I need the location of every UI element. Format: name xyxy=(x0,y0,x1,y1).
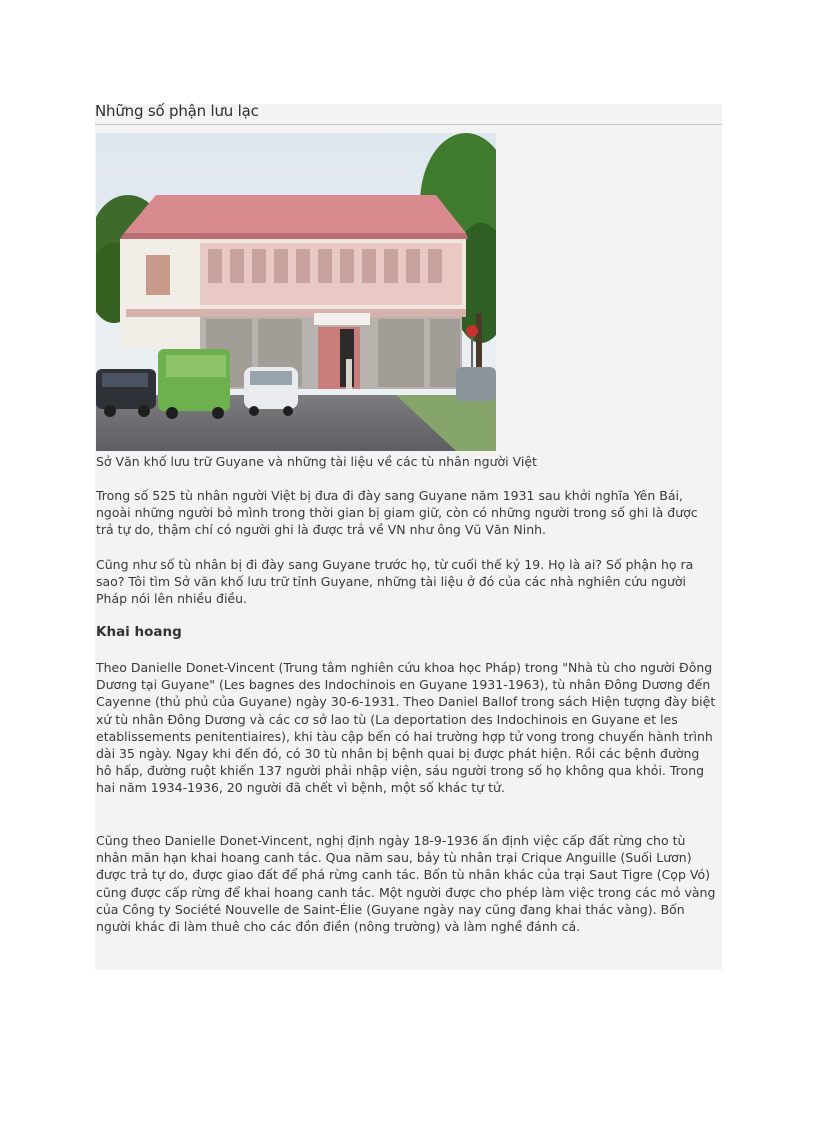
paragraph-4: Cũng theo Danielle Donet-Vincent, nghị định ngày 18-9-1936 ấn định việc cấp đất rừng cho tù nhân mãn hạn khai hoang canh tác. Qua năm sau, bảy tù nhân trại Crique Anguille (Suối Lươn) được trả tự do, được giao đất để phá rừng canh tác. Bốn tù nhân khác của trại Saut Tigre (Cọp Vó) cũng được cấp rừng để khai hoang canh tác. Một người được cho phép làm việc trong các mỏ vàng của Công ty Société Nouvelle de Saint-Élie (Guyane ngày nay cũng đang khai thác vàng). Bốn người khác đi làm thuê cho các đồn điền (nông trường) và làm nghề đánh cá. xyxy=(96,833,716,935)
paragraph-1: Trong số 525 tù nhân người Việt bị đưa đi đày sang Guyane năm 1931 sau khởi nghĩa Yên Bái, ngoài những người bỏ mình trong thời gian bị giam giữ, còn có những người trong số ghi là được trả tự do, thậm chí có người ghi là được trả về VN như ông Vũ Văn Ninh. xyxy=(96,488,698,538)
archive-building-photo xyxy=(96,133,496,451)
image-caption: Sở Văn khố lưu trữ Guyane và những tài liệu về các tù nhân người Việt xyxy=(96,454,537,469)
article-title: Những số phận lưu lạc xyxy=(95,102,722,125)
paragraph-2: Cũng như số tù nhân bị đi đày sang Guyane trước họ, từ cuối thế kỷ 19. Họ là ai? Số phận họ ra sao? Tôi tìm Sở văn khố lưu trữ tỉnh Guyane, những tài liệu ở đó của các nhà nghiên cứu người Pháp nói lên nhiều điều. xyxy=(96,557,694,607)
paragraph-3: Theo Danielle Donet-Vincent (Trung tâm nghiên cứu khoa học Pháp) trong "Nhà tù cho người Đông Dương tại Guyane" (Les bagnes des Indochinois en Guyane 1931-1963), tù nhân Đông Dương đến Cayenne (thủ phủ của Guyane) ngày 30-6-1931. Theo Daniel Ballof trong sách Hiện tượng đày biệt xứ tù nhân Đông Dương và các cơ sở lao tù (La deportation des Indochinois en Guyane et les etablissements penitentiaires), khi tàu cập bến có hai trường hợp tử vong trong chuyến hành trình dài 35 ngày. Ngay khi đến đó, có 30 tù nhân bị bệnh quai bị được phát hiện. Rồi các bệnh đường hô hấp, đường ruột khiến 137 người phải nhập viện, sáu người trong số họ không qua khỏi. Trong hai năm 1934-1936, 20 người đã chết vì bệnh, một số khác tự tử. xyxy=(96,660,716,796)
section-heading: Khai hoang xyxy=(96,624,182,640)
